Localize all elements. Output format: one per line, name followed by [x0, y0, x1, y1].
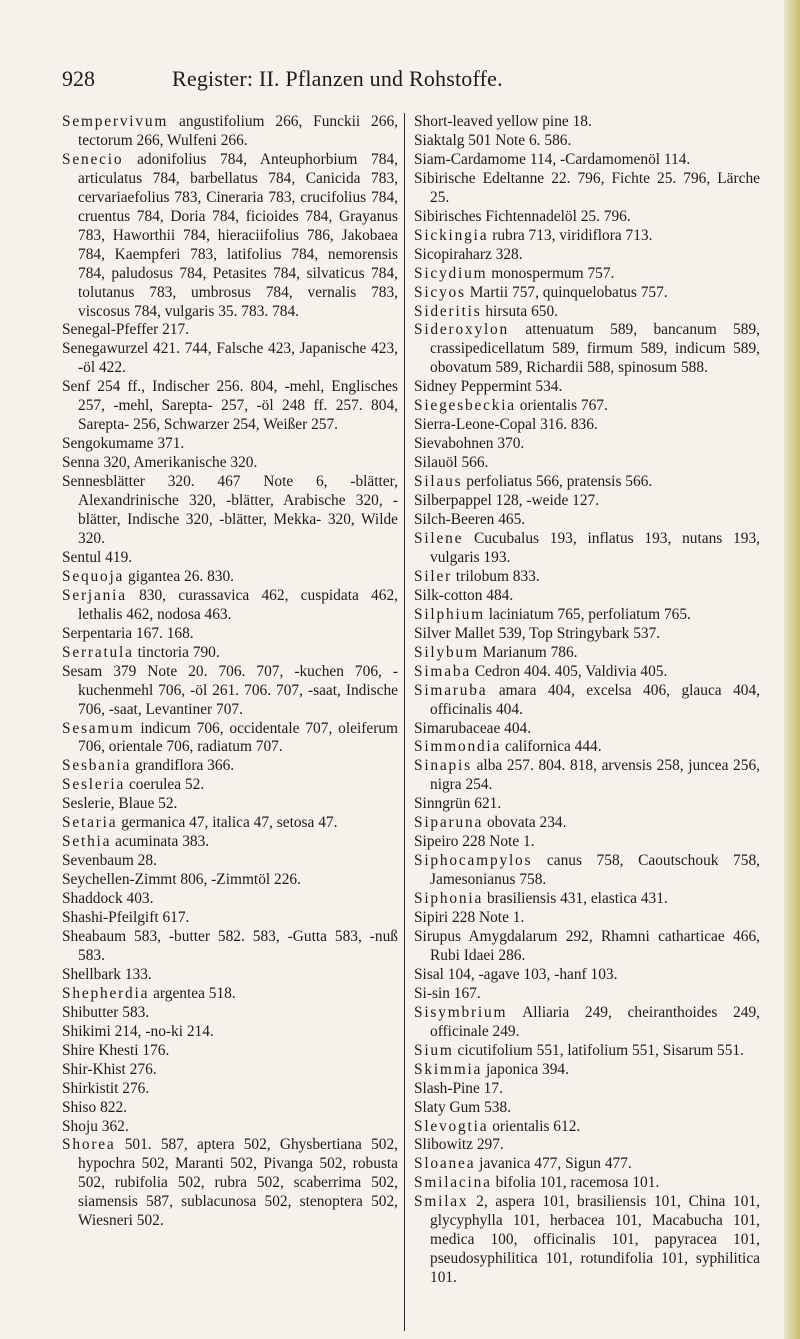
- index-entry: [62, 890, 398, 909]
- entry-text: Senegawurzel 421. 744, Falsche 423, Japanische 423, -öl 422.: [62, 340, 398, 377]
- entry-text: Senna 320, Amerikanische 320.: [62, 454, 258, 472]
- entry-text: Sipeiro 228 Note 1.: [414, 833, 535, 851]
- entry-text: Shir-Khist 276.: [62, 1060, 157, 1078]
- index-entry: [414, 454, 760, 473]
- index-column-left: [62, 113, 398, 1231]
- entry-headword: Serratula: [62, 643, 134, 661]
- entry-text: acuminata 383.: [111, 833, 210, 851]
- entry-text: Cucubalus 193, inflatus 193, nutans 193, vulgaris 193.: [430, 529, 760, 566]
- index-entry: [414, 113, 760, 132]
- index-entry: [62, 568, 398, 587]
- entry-text: Sinngrün 621.: [414, 795, 502, 813]
- index-entry: [414, 814, 760, 833]
- entry-text: angustifolium 266, Funckii 266, tectorum 266, Wulfeni 266.: [78, 113, 398, 149]
- entry-text: Seslerie, Blaue 52.: [62, 795, 178, 813]
- entry-headword: Sempervivum: [62, 113, 169, 130]
- index-entry: [62, 776, 398, 795]
- index-entry: [414, 890, 760, 909]
- entry-headword: Sinapis: [414, 757, 472, 775]
- index-entry: [414, 265, 760, 284]
- entry-text: trilobum 833.: [452, 567, 540, 585]
- index-entry: [414, 227, 760, 246]
- entry-headword: Sisymbrium: [414, 1003, 508, 1021]
- index-entry: [62, 909, 398, 928]
- entry-text: Sierra-Leone-Copal 316. 836.: [414, 416, 598, 434]
- index-entry: [414, 1193, 760, 1288]
- entry-text: monospermum 757.: [487, 264, 615, 282]
- entry-text: Shaddock 403.: [62, 890, 154, 908]
- index-entry: [414, 644, 760, 663]
- entry-text: Sirupus Amygdalarum 292, Rhamni catharticae 466, Rubi Idaei 286.: [414, 927, 760, 964]
- entry-text: japonica 394.: [482, 1060, 569, 1078]
- entry-text: Silk-cotton 484.: [414, 586, 514, 604]
- entry-text: Shoju 362.: [62, 1117, 129, 1135]
- entry-text: Seychellen-Zimmt 806, -Zimmtöl 226.: [62, 871, 301, 889]
- index-entry: [414, 625, 760, 644]
- entry-text: Shiso 822.: [62, 1098, 127, 1116]
- entry-text: Shibutter 583.: [62, 1003, 150, 1021]
- index-entry: [62, 757, 398, 776]
- index-entry: [414, 416, 760, 435]
- entry-text: obovata 234.: [483, 814, 567, 832]
- index-entry: [414, 985, 760, 1004]
- index-entry: [62, 663, 398, 720]
- index-entry: [414, 928, 760, 966]
- entry-text: perfoliatus 566, pratensis 566.: [462, 473, 653, 491]
- entry-text: Shellbark 133.: [62, 965, 152, 983]
- entry-text: Sheabaum 583, -butter 582. 583, -Gutta 583, -nuß 583.: [62, 927, 398, 964]
- entry-headword: Senecio: [62, 150, 124, 168]
- entry-text: Sevenbaum 28.: [62, 852, 157, 870]
- entry-headword: Siphocampylos: [414, 852, 533, 870]
- entry-text: Short-leaved yellow pine 18.: [414, 113, 592, 130]
- index-entry: [62, 1080, 398, 1099]
- entry-text: Slaty Gum 538.: [414, 1098, 512, 1116]
- entry-headword: Sicyos: [414, 283, 466, 301]
- index-entry: [62, 985, 398, 1004]
- index-entry: [414, 1099, 760, 1118]
- entry-text: Silauöl 566.: [414, 454, 489, 472]
- entry-headword: Sicydium: [414, 264, 488, 282]
- entry-text: hirsuta 650.: [481, 302, 559, 320]
- entry-headword: Silybum: [414, 643, 479, 661]
- index-entry: [62, 966, 398, 985]
- entry-text: Shire Khesti 176.: [62, 1041, 170, 1059]
- entry-headword: Sickingia: [414, 226, 489, 244]
- index-entry: [414, 1080, 760, 1099]
- index-entry: [414, 852, 760, 890]
- entry-text: 2, aspera 101, brasiliensis 101, China 101, glycyphylla 101, herbacea 101, Macabucha 101, medica 100, officinalis 101, papyracea 101, pseudosyphilitica 101, rotundifolia 101, syphilitica 101.: [430, 1193, 760, 1287]
- index-entry: [62, 473, 398, 549]
- entry-text: brasiliensis 431, elastica 431.: [483, 890, 668, 908]
- index-entry: [414, 397, 760, 416]
- entry-headword: Simaba: [414, 662, 471, 680]
- index-entry: [62, 454, 398, 473]
- entry-headword: Siegesbeckia: [414, 397, 516, 415]
- entry-text: orientalis 767.: [515, 397, 608, 415]
- index-entry: [62, 1042, 398, 1061]
- index-entry: [62, 321, 398, 340]
- index-entry: [414, 663, 760, 682]
- index-entry: [62, 1023, 398, 1042]
- entry-headword: Sequoja: [62, 567, 125, 585]
- index-entry: [414, 246, 760, 265]
- index-entry: [414, 321, 760, 378]
- page-edge: [784, 0, 800, 1339]
- entry-headword: Slevogtia: [414, 1117, 489, 1135]
- entry-text: Silver Mallet 539, Top Stringybark 537.: [414, 624, 661, 642]
- index-entry: [62, 871, 398, 890]
- entry-text: Sennesblätter 320. 467 Note 6, -blätter, Alexandrinische 320, -blätter, Arabische 320, -blätter, Indische 320, -blätter, Mekka- 320, Wilde 320.: [62, 473, 398, 547]
- entry-text: cicutifolium 551, latifolium 551, Sisarum 551.: [453, 1041, 744, 1059]
- index-column-right: [414, 113, 760, 1288]
- index-entry: [62, 1004, 398, 1023]
- entry-headword: Smilacina: [414, 1174, 492, 1192]
- entry-text: bifolia 101, racemosa 101.: [491, 1174, 660, 1192]
- index-entry: [414, 303, 760, 322]
- entry-headword: Setaria: [62, 814, 118, 832]
- entry-text: Marianum 786.: [478, 643, 578, 661]
- entry-headword: Silaus: [414, 473, 463, 491]
- entry-headword: Simmondia: [414, 738, 502, 756]
- entry-text: Silberpappel 128, -weide 127.: [414, 492, 600, 510]
- entry-headword: Sideroxylon: [414, 321, 510, 339]
- entry-text: Siaktalg 501 Note 6. 586.: [414, 131, 572, 149]
- index-entry: [62, 644, 398, 663]
- index-entry: [414, 208, 760, 227]
- index-entry: [414, 1155, 760, 1174]
- entry-text: adonifolius 784, Anteuphorbium 784, articulatus 784, barbellatus 784, Canicida 783, cervariaefolius 783, Cineraria 783, crucifolius 784, cruentus 784, Doria 784, ficioides 784, Grayanus 783, Haworthii 784, hieraciifolius 786, Jakobaea 784, Kaempferi 783, latifolius 784, nemorensis 784, paludosus 784, Petasites 784, silvaticus 784, tolutanus 783, umbrosus 784, vernalis 783, viscosus 784, vulgaris 35. 783. 784.: [78, 150, 398, 320]
- entry-text: grandiflora 366.: [131, 757, 235, 775]
- index-entry: [62, 814, 398, 833]
- entry-text: Slibowitz 297.: [414, 1136, 504, 1154]
- entry-text: Sesam 379 Note 20. 706. 707, -kuchen 706, -kuchenmehl 706, -öl 261. 706. 707, -saat, Indische 706, -saat, Levantiner 707.: [62, 662, 398, 718]
- entry-text: orientalis 612.: [488, 1117, 581, 1135]
- entry-headword: Siparuna: [414, 814, 484, 832]
- entry-headword: Silphium: [414, 605, 485, 623]
- index-entry: [414, 492, 760, 511]
- entry-text: germanica 47, italica 47, setosa 47.: [117, 814, 338, 832]
- index-entry: [414, 568, 760, 587]
- entry-headword: Sesamum: [62, 719, 135, 737]
- index-entry: [414, 833, 760, 852]
- entry-text: Si-sin 167.: [414, 984, 481, 1002]
- entry-text: tinctoria 790.: [133, 643, 220, 661]
- index-entry: [62, 1136, 398, 1231]
- entry-text: Shikimi 214, -no-ki 214.: [62, 1022, 214, 1040]
- index-entry: [62, 625, 398, 644]
- column-divider: [404, 113, 405, 1331]
- entry-text: Sisal 104, -agave 103, -hanf 103.: [414, 965, 618, 983]
- index-entry: [62, 340, 398, 378]
- index-entry: [414, 757, 760, 795]
- entry-text: Shashi-Pfeilgift 617.: [62, 909, 190, 927]
- entry-headword: Siphonia: [414, 890, 484, 908]
- index-entry: [414, 795, 760, 814]
- entry-headword: Sesleria: [62, 776, 126, 794]
- entry-text: 501. 587, aptera 502, Ghysbertiana 502, hypochra 502, Maranti 502, Pivanga 502, robusta 502, rubifolia 502, rubra 502, scaberrima 502, siamensis 587, sublacunosa 502, stenoptera 502, Wiesneri 502.: [78, 1136, 398, 1230]
- index-entry: [414, 473, 760, 492]
- index-entry: [62, 549, 398, 568]
- index-entry: [62, 852, 398, 871]
- entry-text: laciniatum 765, perfoliatum 765.: [484, 605, 691, 623]
- index-entry: [414, 284, 760, 303]
- entry-headword: Siler: [414, 567, 453, 585]
- index-entry: [62, 1099, 398, 1118]
- entry-text: Silch-Beeren 465.: [414, 511, 526, 529]
- index-entry: [62, 378, 398, 435]
- index-entry: [414, 530, 760, 568]
- index-entry: [62, 795, 398, 814]
- entry-headword: Shorea: [62, 1136, 116, 1154]
- entry-text: Slash-Pine 17.: [414, 1079, 503, 1097]
- entry-headword: Serjania: [62, 586, 127, 604]
- running-head: Register: II. Pflanzen und Rohstoffe.: [172, 66, 503, 91]
- index-entry: [414, 1118, 760, 1137]
- entry-headword: Sesbania: [62, 757, 132, 775]
- index-entry: [62, 1118, 398, 1137]
- entry-headword: Sethia: [62, 833, 112, 851]
- entry-headword: Sium: [414, 1041, 454, 1059]
- entry-text: gigantea 26. 830.: [124, 567, 235, 585]
- entry-text: Sidney Peppermint 534.: [414, 378, 563, 396]
- index-entry: [62, 833, 398, 852]
- index-entry: [62, 587, 398, 625]
- entry-text: Sicopiraharz 328.: [414, 245, 523, 263]
- entry-headword: Shepherdia: [62, 984, 150, 1002]
- entry-text: Senf 254 ff., Indischer 256. 804, -mehl, Englisches 257, -mehl, Sarepta- 257, -öl 248 ff. 257. 804, Sarepta- 256, Schwarzer 254, Weißer 257.: [62, 378, 398, 434]
- entry-text: argentea 518.: [149, 984, 236, 1002]
- index-entry: [62, 720, 398, 758]
- entry-text: Simarubaceae 404.: [414, 719, 532, 737]
- page-header: [62, 62, 762, 96]
- entry-text: Shirkistit 276.: [62, 1079, 150, 1097]
- index-entry: [414, 435, 760, 454]
- entry-text: californica 444.: [501, 738, 602, 756]
- entry-text: Sengokumame 371.: [62, 435, 185, 453]
- entry-text: Serpentaria 167. 168.: [62, 624, 194, 642]
- entry-headword: Sideritis: [414, 302, 482, 320]
- entry-text: 830, curassavica 462, cuspidata 462, lethalis 462, nodosa 463.: [78, 586, 398, 623]
- entry-text: javanica 477, Sigun 477.: [475, 1155, 632, 1173]
- index-entry: [414, 1136, 760, 1155]
- entry-text: amara 404, excelsa 406, glauca 404, officinalis 404.: [430, 681, 760, 718]
- index-entry: [62, 113, 398, 151]
- entry-text: coerulea 52.: [125, 776, 205, 794]
- index-entry: [414, 1004, 760, 1042]
- entry-headword: Simaruba: [414, 681, 488, 699]
- index-entry: [414, 1174, 760, 1193]
- index-entry: [414, 151, 760, 170]
- index-entry: [414, 682, 760, 720]
- index-entry: [414, 587, 760, 606]
- entry-text: indicum 706, occidentale 707, oleiferum 706, orientale 706, radiatum 707.: [78, 719, 398, 756]
- index-entry: [414, 966, 760, 985]
- entry-text: canus 758, Caoutschouk 758, Jamesonianus 758.: [430, 852, 760, 889]
- entry-headword: Sloanea: [414, 1155, 476, 1173]
- entry-headword: Skimmia: [414, 1060, 483, 1078]
- entry-text: Senegal-Pfeffer 217.: [62, 321, 190, 339]
- index-entry: [414, 132, 760, 151]
- page-number: 928: [62, 66, 95, 91]
- index-entry: [62, 1061, 398, 1080]
- index-entry: [414, 720, 760, 739]
- entry-headword: Silene: [414, 529, 464, 547]
- entry-text: Siam-Cardamome 114, -Cardamomenöl 114.: [414, 150, 691, 168]
- index-entry: [414, 511, 760, 530]
- entry-text: Sibirische Edeltanne 22. 796, Fichte 25. 796, Lärche 25.: [414, 169, 760, 206]
- entry-text: Martii 757, quinquelobatus 757.: [465, 283, 668, 301]
- entry-text: Sentul 419.: [62, 548, 133, 566]
- index-entry: [414, 1042, 760, 1061]
- entry-text: rubra 713, viridiflora 713.: [488, 226, 653, 244]
- index-entry: [62, 928, 398, 966]
- entry-text: Sievabohnen 370.: [414, 435, 525, 453]
- index-entry: [414, 738, 760, 757]
- entry-text: alba 257. 804. 818, arvensis 258, juncea 256, nigra 254.: [430, 757, 760, 794]
- index-entry: [62, 435, 398, 454]
- index-entry: [414, 1061, 760, 1080]
- index-entry: [414, 378, 760, 397]
- index-entry: [414, 909, 760, 928]
- index-entry: [414, 606, 760, 625]
- entry-text: Cedron 404. 405, Valdivia 405.: [470, 662, 668, 680]
- entry-text: Sibirisches Fichtennadelöl 25. 796.: [414, 207, 631, 225]
- entry-text: Alliaria 249, cheiranthoides 249, officinale 249.: [430, 1003, 760, 1040]
- entry-text: attenuatum 589, bancanum 589, crassipedicellatum 589, firmum 589, indicum 589, obovatum 589, Richardii 588, spinosum 588.: [430, 321, 760, 377]
- entry-headword: Smilax: [414, 1193, 469, 1211]
- index-entry: [62, 151, 398, 322]
- entry-text: Sipiri 228 Note 1.: [414, 909, 525, 927]
- index-entry: [414, 170, 760, 208]
